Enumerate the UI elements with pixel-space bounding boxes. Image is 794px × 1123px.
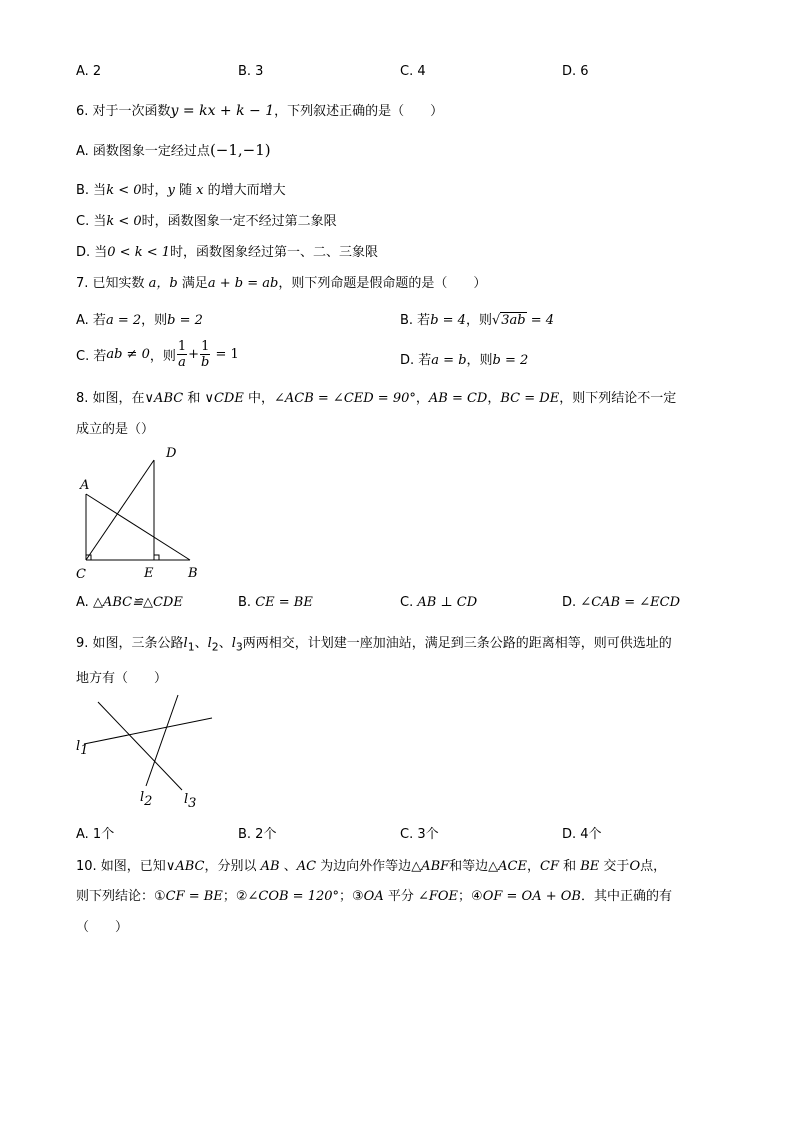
q8-label-d: D — [166, 446, 177, 461]
q7-d-mid: ，则 — [466, 353, 493, 368]
q6-b-mid2: 随 — [174, 183, 197, 198]
q8-segment-cd — [86, 460, 154, 560]
q5-option-a: A. 2 — [76, 64, 102, 79]
q5-option-c: C. 4 — [400, 64, 426, 79]
q7-c-f1: ab ≠ 0 — [106, 347, 150, 362]
q7-b-f1: b = 4 — [430, 313, 466, 328]
q8-cond1: ∠ACB = ∠CED = 90° — [273, 391, 416, 406]
q6-stem-formula: y = kx + k − 1 — [170, 103, 275, 119]
q7-stem-prefix: 7. 已知实数 — [76, 276, 149, 291]
q8-stem-line1: 8. 如图，在∨ABC 和 ∨CDE 中，∠ACB = ∠CED = 90°，AB = CD，BC = DE，则下列结论不一定 — [76, 391, 677, 406]
q9-option-b: B. 2个 — [238, 827, 277, 842]
q8-option-a: A. △ABC≌△CDE — [76, 595, 183, 610]
q6-a-formula: (−1,−1) — [209, 141, 271, 159]
q5-option-b: B. 3 — [238, 64, 264, 79]
q9-road-l3 — [98, 702, 182, 790]
q8-triangle-abc: ∨ABC — [144, 391, 184, 406]
q7-c-prefix: C. 若 — [76, 349, 107, 364]
q6-b-suffix: 的增大而增大 — [203, 183, 286, 198]
q8-cond2: AB = CD — [428, 391, 488, 406]
q7-d-f2: b = 2 — [492, 353, 529, 368]
q7-option-d — [400, 349, 528, 368]
q9-stem-line1: 9. 如图，三条公路$l_1$、$l_2$、$l_3$两两相交，计划建一座加油站，满足到三条公路的距离相等，则可供选址的 — [76, 636, 672, 654]
q7-a-mid: ，则 — [141, 313, 168, 328]
q6-c-prefix: C. 当 — [76, 214, 107, 229]
q6-stem-prefix: 6. 对于一次函数 — [76, 104, 171, 119]
q7-b-radicand: 3ab — [501, 313, 526, 328]
q8-right-angle-e — [154, 555, 159, 560]
q6-a-text: A. 函数图象一定经过点 — [76, 144, 210, 159]
q8-stem-line2: 成立的是（） — [76, 422, 155, 437]
q6-option-a — [76, 140, 271, 159]
q6-option-c — [76, 210, 337, 229]
q6-d-suffix: 时，函数图象经过第一、二、三象限 — [170, 245, 379, 260]
q6-b-mid: 时， — [141, 183, 168, 198]
q7-option-a — [76, 309, 203, 328]
q8-option-b: B. CE = BE — [238, 595, 313, 610]
q6-b-x: x — [196, 183, 204, 198]
q6-b-formula: k < 0 — [106, 183, 142, 198]
q7-a-f2: b = 2 — [167, 313, 203, 328]
q8-label-c: C — [76, 567, 86, 582]
q8-figure — [70, 442, 220, 582]
q6-d-formula: 0 < k < 1 — [107, 245, 171, 260]
q6-b-y: y — [167, 183, 175, 198]
q8-option-c: C. AB ⊥ CD — [400, 595, 478, 610]
q9-label-l3: l3 — [184, 792, 197, 811]
q7-a-prefix: A. 若 — [76, 313, 106, 328]
q5-option-d: D. 6 — [562, 64, 589, 79]
q8-segment-ab — [86, 494, 190, 560]
q10-stem-line3: （ ） — [76, 920, 129, 935]
q7-b-f2: = 4 — [526, 313, 555, 328]
q7-stem-formula: a + b = ab — [207, 276, 279, 291]
q6-option-b — [76, 179, 286, 198]
q7-b-mid: ，则 — [465, 313, 492, 328]
q6-c-suffix: 时，函数图象一定不经过第二象限 — [141, 214, 337, 229]
q8-label-b: B — [188, 566, 198, 581]
q6-stem-suffix: ，下列叙述正确的是（ ） — [274, 104, 444, 119]
q9-label-l1: l1 — [76, 739, 89, 758]
q10-stem-line2: 则下列结论：①CF = BE；②∠COB = 120°；③OA 平分 ∠FOE；④OF = OA + OB．其中正确的有 — [76, 889, 672, 904]
q9-figure — [70, 688, 220, 812]
q7-stem-mid: 满足 — [177, 276, 208, 291]
q7-option-b: B. 若b = 4，则√3ab = 4 — [400, 313, 555, 328]
q6-option-d — [76, 241, 378, 260]
q6-d-prefix: D. 当 — [76, 245, 108, 260]
q8-triangle-cde: ∨CDE — [204, 391, 244, 406]
q6-c-formula: k < 0 — [106, 214, 142, 229]
q9-road-l1 — [84, 718, 212, 744]
q7-a-f1: a = 2 — [105, 313, 142, 328]
q8-cond3: BC = DE — [500, 391, 560, 406]
q7-stem-suffix: ，则下列命题是假命题的是（ ） — [278, 276, 487, 291]
q9-stem-line2: 地方有（ ） — [76, 671, 168, 686]
q7-stem-ab: a，b — [148, 276, 178, 291]
q7-c-frac1: $\frac{1}{a}$ — [177, 339, 187, 370]
q7-c-mid: ，则 — [149, 349, 176, 364]
q7-option-c: C. 若ab ≠ 0，则 $\frac{1}{a}$ + $\frac{1}{b}$ = 1 — [76, 339, 239, 370]
q6-b-prefix: B. 当 — [76, 183, 107, 198]
q9-road-l2 — [146, 695, 178, 786]
q6-stem — [76, 100, 443, 119]
q8-option-d: D. ∠CAB = ∠ECD — [562, 595, 680, 610]
q7-b-prefix: B. 若 — [400, 313, 431, 328]
q10-stem-line1: 10. 如图，已知∨ABC，分别以 AB 、AC 为边向外作等边△ABF和等边△ACE，CF 和 BE 交于O点， — [76, 859, 667, 874]
q9-option-c: C. 3个 — [400, 827, 439, 842]
q7-c-frac2: $\frac{1}{b}$ — [201, 339, 210, 370]
q7-stem — [76, 272, 486, 291]
q9-option-d: D. 4个 — [562, 827, 602, 842]
q7-d-prefix: D. 若 — [400, 353, 432, 368]
q7-d-f1: a = b — [431, 353, 467, 368]
q8-label-e: E — [144, 566, 154, 581]
q9-label-l2: l2 — [140, 790, 153, 809]
q8-label-a: A — [80, 478, 90, 493]
q9-option-a: A. 1个 — [76, 827, 115, 842]
